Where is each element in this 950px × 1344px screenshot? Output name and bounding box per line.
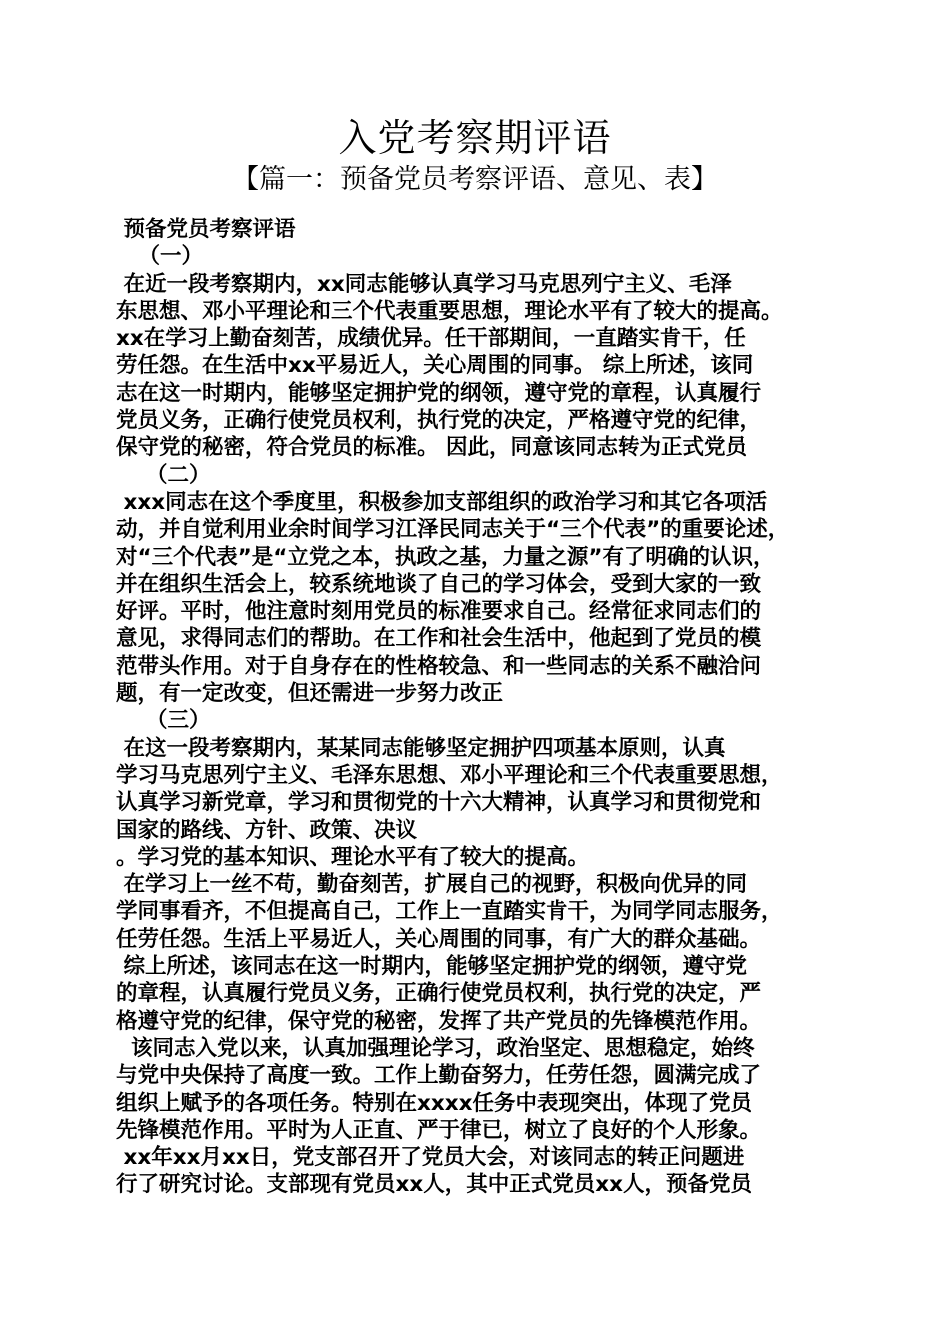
document-subtitle: 【篇一：预备党员考察评语、意见、表】: [232, 164, 718, 195]
text-line: 学同事看齐，不但提高自己，工作上一直踏实肯干，为同学同志服务，: [116, 899, 783, 925]
text-line: 题，有一定改变，但还需进一步努力改正: [116, 681, 504, 707]
text-line: 。学习党的基本知识、理论水平有了较大的提高。: [116, 844, 590, 870]
text-line: 对“三个代表”是“立党之本，执政之基，力量之源”有了明确的认识，: [116, 544, 775, 570]
document-body: [116, 216, 846, 1199]
text-line: 行了研究讨论。支部现有党员xx人，其中正式党员xx人，预备党员: [116, 1172, 752, 1198]
text-line: 保守党的秘密，符合党员的标准。 因此，同意该同志转为正式党员: [116, 435, 747, 461]
text-line: 好评。平时，他注意时刻用党员的标准要求自己。经常征求同志们的: [116, 599, 762, 625]
text-line: 该同志入党以来，认真加强理论学习，政治坚定、思想稳定，始终: [116, 1035, 755, 1061]
text-line: xx在学习上勤奋刻苦，成绩优异。任干部期间，一直踏实肯干，任: [116, 326, 746, 352]
text-line: 动，并自觉利用业余时间学习江泽民同志关于“三个代表”的重要论述，: [116, 517, 790, 543]
text-line: （二）: [116, 462, 211, 488]
text-line: 国家的路线、方针、政策、决议: [116, 817, 418, 843]
text-line: 在近一段考察期内，xx同志能够认真学习马克思列宁主义、毛泽: [116, 271, 732, 297]
text-line: xx年xx月xx日，党支部召开了党员大会，对该同志的转正问题进: [116, 1145, 745, 1171]
text-line: 组织上赋予的各项任务。特别在xxxx任务中表现突出，体现了党员: [116, 1090, 752, 1116]
text-line: 劳任怨。在生活中xx平易近人，关心周围的同事。 综上所述，该同: [116, 353, 754, 379]
text-line: （一）: [116, 244, 203, 270]
text-line: 范带头作用。对于自身存在的性格较急、和一些同志的关系不融洽问: [116, 653, 762, 679]
text-line: 认真学习新党章，学习和贯彻党的十六大精神，认真学习和贯彻党和: [116, 790, 762, 816]
text-line: 志在这一时期内，能够坚定拥护党的纲领，遵守党的章程，认真履行: [116, 380, 762, 406]
text-line: 任劳任怨。生活上平易近人，关心周围的同事，有广大的群众基础。: [116, 926, 762, 952]
text-line: （三）: [116, 708, 211, 734]
text-line: 与党中央保持了高度一致。工作上勤奋努力，任劳任怨，圆满完成了: [116, 1063, 762, 1089]
text-line: 在这一段考察期内，某某同志能够坚定拥护四项基本原则，认真: [116, 735, 726, 761]
text-line: 格遵守党的纪律，保守党的秘密，发挥了共产党员的先锋模范作用。: [116, 1008, 762, 1034]
text-line: 学习马克思列宁主义、毛泽东思想、邓小平理论和三个代表重要思想，: [116, 762, 783, 788]
document-title: 入党考察期评语: [338, 116, 612, 160]
text-line: 综上所述，该同志在这一时期内，能够坚定拥护党的纲领，遵守党: [116, 954, 747, 980]
text-line: 东思想、邓小平理论和三个代表重要思想，理论水平有了较大的提高。: [116, 298, 783, 324]
text-line: 先锋模范作用。平时为人正直、严于律已，树立了良好的个人形象。: [116, 1117, 762, 1143]
text-line: 意见，求得同志们的帮助。在工作和社会生活中，他起到了党员的模: [116, 626, 762, 652]
text-line: xxx同志在这个季度里，积极参加支部组织的政治学习和其它各项活: [116, 489, 768, 515]
text-line: 党员义务，正确行使党员权利，执行党的决定，严格遵守党的纪律，: [116, 408, 762, 434]
text-line: 的章程，认真履行党员义务，正确行使党员权利，执行党的决定，严: [116, 981, 762, 1007]
text-line: 并在组织生活会上，较系统地谈了自己的学习体会，受到大家的一致: [116, 571, 762, 597]
text-line: 预备党员考察评语: [116, 217, 296, 242]
text-line: 在学习上一丝不苟，勤奋刻苦，扩展自己的视野，积极向优异的同: [116, 872, 747, 898]
